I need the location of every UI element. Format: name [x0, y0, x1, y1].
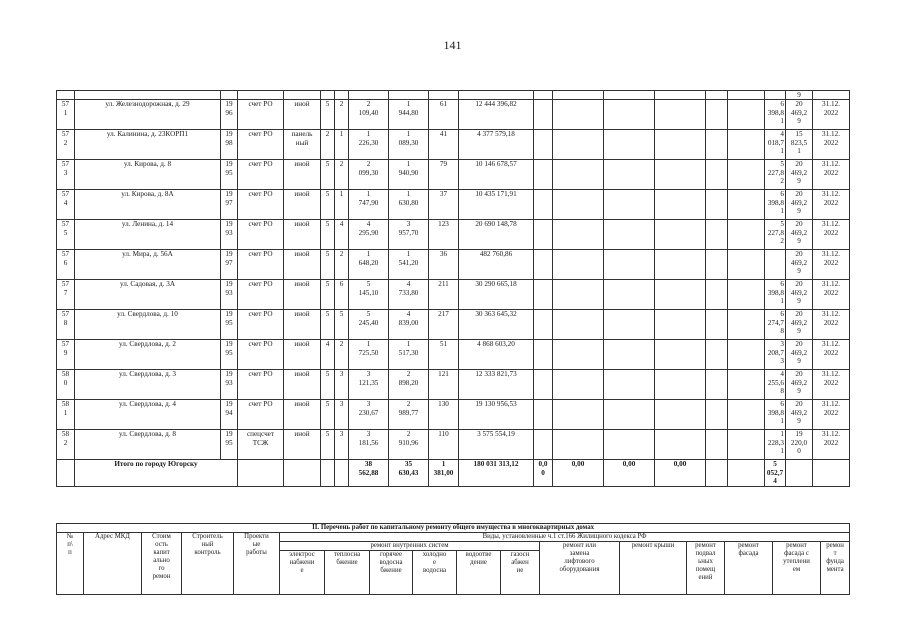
- cell-facade: 5 227,82: [765, 160, 786, 190]
- cell-date: 31.12. 2022: [813, 370, 850, 400]
- section2-title: II. Перечень работ по капитальному ремонту общего имущества в многоквартирных домах: [57, 524, 850, 533]
- cell-spec-cost: 20 469,2 9: [786, 280, 813, 310]
- cell-empty: [534, 190, 553, 220]
- cell-area-living: 1 089,30: [389, 130, 429, 160]
- types-header: Виды, установленные ч.1 ст.166 Жилищного кодекса РФ: [280, 533, 850, 542]
- cell-year: 19 94: [221, 400, 238, 430]
- cell-residents: 41: [429, 130, 459, 160]
- cell-empty: [238, 460, 284, 486]
- cell-empty: [534, 160, 553, 190]
- cell-date: 31.12. 2022: [813, 310, 850, 340]
- cell-empty: [553, 310, 604, 340]
- cell-spec-cost: 20 469,2 9: [786, 100, 813, 130]
- cell-entrances: 5: [335, 310, 349, 340]
- cell-area-total: 5 245,40: [349, 310, 389, 340]
- cell-residents: 61: [429, 100, 459, 130]
- cell-facade: 4 255,68: [765, 370, 786, 400]
- table-row: [57, 280, 850, 310]
- cell-empty: [335, 460, 349, 486]
- cell-fund: счет РО: [238, 340, 284, 370]
- cell-empty: [728, 100, 765, 130]
- total-v4: 0,00: [655, 460, 706, 486]
- continuation-cell: 9: [786, 91, 813, 100]
- cell-facade: [765, 250, 786, 280]
- cell-empty: [534, 280, 553, 310]
- cell-area-total: 3 181,56: [349, 430, 389, 460]
- cell-cost: 3 575 554,19: [459, 430, 534, 460]
- cell-material: иной: [284, 310, 321, 340]
- cell-num: 58 0: [57, 370, 75, 400]
- cell-empty: [57, 460, 75, 486]
- cell-empty: [728, 250, 765, 280]
- cell-area-total: 1 725,50: [349, 340, 389, 370]
- cell-empty: [706, 370, 728, 400]
- cell-empty: [706, 220, 728, 250]
- page-number: 141: [443, 38, 462, 52]
- cell-empty: [604, 370, 655, 400]
- cell-facade: 3 208,73: [765, 340, 786, 370]
- cell-date: 31.12. 2022: [813, 160, 850, 190]
- cell-spec-cost: 20 469,2 9: [786, 340, 813, 370]
- cell-facade: 6 398,81: [765, 400, 786, 430]
- table-row: [57, 370, 850, 400]
- cell-empty: [655, 100, 706, 130]
- cell-empty: [604, 310, 655, 340]
- cell-empty: [813, 460, 850, 486]
- col-electric: электрос набжени е: [280, 551, 325, 595]
- cell-empty: [604, 400, 655, 430]
- cell-material: иной: [284, 160, 321, 190]
- cell-empty: [706, 340, 728, 370]
- cell-material: иной: [284, 370, 321, 400]
- cell-year: 19 95: [221, 430, 238, 460]
- total-area-total: 38 562,88: [349, 460, 389, 486]
- cell-address: ул. Железнодорожная, д. 29: [75, 100, 221, 130]
- cell-area-total: 2 099,30: [349, 160, 389, 190]
- cell-empty: [553, 160, 604, 190]
- cell-num: 57 3: [57, 160, 75, 190]
- cell-area-living: 3 957,70: [389, 220, 429, 250]
- cell-facade: 6 398,81: [765, 100, 786, 130]
- cell-year: 19 97: [221, 190, 238, 220]
- cell-empty: [604, 430, 655, 460]
- cell-area-living: 1 630,80: [389, 190, 429, 220]
- cell-cost: 30 290 665,18: [459, 280, 534, 310]
- cell-empty: [655, 310, 706, 340]
- cell-address: ул. Кирова, д. 8: [75, 160, 221, 190]
- total-cost: 180 031 313,12: [459, 460, 534, 486]
- cell-empty: [284, 460, 321, 486]
- cell-year: 19 98: [221, 130, 238, 160]
- col-facade-insulation: ремонт фасада с утеплени ем: [773, 542, 821, 595]
- cell-cost: 10 146 678,57: [459, 160, 534, 190]
- cell-material: иной: [284, 100, 321, 130]
- cell-year: 19 96: [221, 100, 238, 130]
- cell-address: ул. Садовая, д. 3А: [75, 280, 221, 310]
- cell-empty: [728, 160, 765, 190]
- cell-address: ул. Свердлова, д. 8: [75, 430, 221, 460]
- cell-spec-cost: 19 220,0 0: [786, 430, 813, 460]
- cell-address: ул. Свердлова, д. 3: [75, 370, 221, 400]
- cell-empty: [655, 130, 706, 160]
- cell-entrances: 2: [335, 250, 349, 280]
- cell-cost: 12 444 396,82: [459, 100, 534, 130]
- cell-address: ул. Калинина, д. 23КОРП1: [75, 130, 221, 160]
- cell-material: иной: [284, 250, 321, 280]
- cell-material: иной: [284, 340, 321, 370]
- cell-date: 31.12. 2022: [813, 340, 850, 370]
- table-row: [57, 400, 850, 430]
- cell-num: 58 2: [57, 430, 75, 460]
- cell-fund: счет РО: [238, 400, 284, 430]
- cell-empty: [706, 250, 728, 280]
- cell-floors: 5: [321, 310, 335, 340]
- cell-entrances: 3: [335, 370, 349, 400]
- cell-area-total: 1 226,30: [349, 130, 389, 160]
- cell-facade: 5 227,82: [765, 220, 786, 250]
- cell-entrances: 1: [335, 130, 349, 160]
- cell-address: ул. Свердлова, д. 10: [75, 310, 221, 340]
- cell-date: 31.12. 2022: [813, 190, 850, 220]
- cell-empty: [553, 370, 604, 400]
- table-row: [57, 100, 850, 130]
- cell-floors: 5: [321, 400, 335, 430]
- table-row: [57, 160, 850, 190]
- cell-empty: [604, 130, 655, 160]
- table-row: [57, 130, 850, 160]
- cell-area-living: 1 517,30: [389, 340, 429, 370]
- cell-spec-cost: 20 469,2 9: [786, 220, 813, 250]
- cell-area-living: 2 910,96: [389, 430, 429, 460]
- col-lift: ремонт или замена лифтового оборудования: [540, 542, 620, 595]
- cell-empty: [553, 130, 604, 160]
- cell-empty: [604, 190, 655, 220]
- cell-year: 19 95: [221, 340, 238, 370]
- cell-residents: 79: [429, 160, 459, 190]
- cell-entrances: 6: [335, 280, 349, 310]
- cell-area-living: 2 898,20: [389, 370, 429, 400]
- cell-floors: 2: [321, 130, 335, 160]
- cell-area-total: 2 109,40: [349, 100, 389, 130]
- cell-area-total: 1 747,90: [349, 190, 389, 220]
- cell-spec-cost: 20 469,2 9: [786, 190, 813, 220]
- cell-year: 19 93: [221, 220, 238, 250]
- cell-cost: 4 868 603,20: [459, 340, 534, 370]
- cell-empty: [534, 370, 553, 400]
- cell-empty: [728, 340, 765, 370]
- col-address: Адрес МКД: [84, 533, 142, 595]
- cell-fund: счет РО: [238, 220, 284, 250]
- cell-residents: 130: [429, 400, 459, 430]
- cell-facade: 6 274,78: [765, 310, 786, 340]
- cell-empty: [534, 340, 553, 370]
- col-roof: ремонт крыши: [620, 542, 687, 595]
- cell-date: 31.12. 2022: [813, 430, 850, 460]
- cell-facade: 6 398,81: [765, 280, 786, 310]
- cell-date: 31.12. 2022: [813, 130, 850, 160]
- cell-entrances: 3: [335, 400, 349, 430]
- cell-num: 57 5: [57, 220, 75, 250]
- cell-fund: счет РО: [238, 280, 284, 310]
- cell-cost: 10 435 171,91: [459, 190, 534, 220]
- cell-fund: счет РО: [238, 160, 284, 190]
- cell-address: ул. Свердлова, д. 4: [75, 400, 221, 430]
- cell-material: иной: [284, 190, 321, 220]
- cell-cost: 4 377 579,18: [459, 130, 534, 160]
- cell-empty: [728, 310, 765, 340]
- cell-empty: [728, 430, 765, 460]
- cell-facade: 6 398,81: [765, 190, 786, 220]
- cell-address: ул. Кирова, д. 8А: [75, 190, 221, 220]
- cell-empty: [553, 340, 604, 370]
- cell-entrances: 2: [335, 340, 349, 370]
- cell-empty: [534, 430, 553, 460]
- cell-spec-cost: 20 469,2 9: [786, 400, 813, 430]
- cell-empty: [604, 220, 655, 250]
- cell-spec-cost: 15 823,5 1: [786, 130, 813, 160]
- col-coldwater: холодно е водосна: [413, 551, 457, 595]
- table-row: [57, 250, 850, 280]
- cell-empty: [728, 400, 765, 430]
- col-design: Проекти ые работы: [234, 533, 280, 595]
- cell-residents: 121: [429, 370, 459, 400]
- col-drainage: водоотве дение: [457, 551, 501, 595]
- cell-empty: [655, 220, 706, 250]
- cell-empty: [553, 100, 604, 130]
- cell-address: ул. Свердлова, д. 2: [75, 340, 221, 370]
- cell-num: 57 8: [57, 310, 75, 340]
- cell-empty: [655, 250, 706, 280]
- cell-residents: 51: [429, 340, 459, 370]
- cell-empty: [706, 280, 728, 310]
- cell-area-total: 5 145,10: [349, 280, 389, 310]
- cell-year: 19 93: [221, 370, 238, 400]
- cell-fund: спецсчет ТСЖ: [238, 430, 284, 460]
- cell-num: 57 6: [57, 250, 75, 280]
- total-residents: 1 381,00: [429, 460, 459, 486]
- cell-cost: 30 363 645,32: [459, 310, 534, 340]
- cell-empty: [706, 460, 728, 486]
- cell-area-living: 1 940,90: [389, 160, 429, 190]
- cell-fund: счет РО: [238, 130, 284, 160]
- cell-empty: [786, 460, 813, 486]
- total-facade: 5 052,74: [765, 460, 786, 486]
- cell-residents: 123: [429, 220, 459, 250]
- cell-residents: 110: [429, 430, 459, 460]
- cell-empty: [728, 190, 765, 220]
- cell-empty: [706, 310, 728, 340]
- cell-floors: 5: [321, 220, 335, 250]
- cell-facade: 1 228,31: [765, 430, 786, 460]
- cell-year: 19 95: [221, 310, 238, 340]
- cell-material: иной: [284, 430, 321, 460]
- cell-num: 57 2: [57, 130, 75, 160]
- cell-area-living: 1 541,20: [389, 250, 429, 280]
- cell-empty: [728, 370, 765, 400]
- cell-empty: [655, 190, 706, 220]
- cell-material: иной: [284, 400, 321, 430]
- cell-fund: счет РО: [238, 190, 284, 220]
- cell-cost: 482 760,86: [459, 250, 534, 280]
- cell-area-total: 1 648,20: [349, 250, 389, 280]
- total-v3: 0,00: [604, 460, 655, 486]
- cell-year: 19 95: [221, 160, 238, 190]
- cell-area-total: 3 230,67: [349, 400, 389, 430]
- cell-entrances: 3: [335, 430, 349, 460]
- cell-empty: [604, 100, 655, 130]
- cell-entrances: 2: [335, 160, 349, 190]
- cell-empty: [534, 100, 553, 130]
- cell-cost: 20 690 148,78: [459, 220, 534, 250]
- section2-header-table: [56, 523, 850, 595]
- cell-empty: [728, 460, 765, 486]
- cell-year: 19 97: [221, 250, 238, 280]
- cell-empty: [534, 310, 553, 340]
- cell-empty: [706, 160, 728, 190]
- cell-empty: [604, 160, 655, 190]
- cell-floors: 5: [321, 280, 335, 310]
- cell-residents: 37: [429, 190, 459, 220]
- cell-entrances: 2: [335, 100, 349, 130]
- cell-empty: [534, 250, 553, 280]
- cell-num: 57 7: [57, 280, 75, 310]
- cell-empty: [553, 190, 604, 220]
- cell-empty: [553, 250, 604, 280]
- cell-spec-cost: 20 469,2 9: [786, 310, 813, 340]
- cell-facade: 4 018,71: [765, 130, 786, 160]
- cell-entrances: 1: [335, 190, 349, 220]
- cell-empty: [655, 400, 706, 430]
- cell-fund: счет РО: [238, 370, 284, 400]
- total-row: [57, 460, 850, 486]
- cell-residents: 217: [429, 310, 459, 340]
- cell-empty: [706, 190, 728, 220]
- total-area-living: 35 630,43: [389, 460, 429, 486]
- table-row: [57, 430, 850, 460]
- cell-empty: [728, 130, 765, 160]
- cell-date: 31.12. 2022: [813, 100, 850, 130]
- buildings-table: [56, 90, 850, 487]
- cell-floors: 5: [321, 370, 335, 400]
- table-row: [57, 190, 850, 220]
- cell-empty: [706, 100, 728, 130]
- col-facade: ремонт фасада: [725, 542, 773, 595]
- table-row: [57, 340, 850, 370]
- cell-date: 31.12. 2022: [813, 250, 850, 280]
- cell-material: иной: [284, 280, 321, 310]
- cell-area-living: 4 733,80: [389, 280, 429, 310]
- cell-empty: [706, 130, 728, 160]
- cell-material: панель ный: [284, 130, 321, 160]
- cell-empty: [655, 280, 706, 310]
- cell-cost: 19 130 956,53: [459, 400, 534, 430]
- cell-floors: 5: [321, 100, 335, 130]
- cell-fund: счет РО: [238, 310, 284, 340]
- cell-date: 31.12. 2022: [813, 400, 850, 430]
- cell-empty: [604, 280, 655, 310]
- cell-floors: 5: [321, 250, 335, 280]
- cell-date: 31.12. 2022: [813, 280, 850, 310]
- cell-date: 31.12. 2022: [813, 220, 850, 250]
- cell-area-living: 2 989,77: [389, 400, 429, 430]
- cell-year: 19 93: [221, 280, 238, 310]
- cell-material: иной: [284, 220, 321, 250]
- table-row: [57, 310, 850, 340]
- cell-empty: [706, 400, 728, 430]
- col-gas: газосн абжен ие: [501, 551, 540, 595]
- col-cost: Стоим ость капит ально го ремон: [142, 533, 182, 595]
- cell-empty: [553, 220, 604, 250]
- cell-residents: 211: [429, 280, 459, 310]
- cell-floors: 5: [321, 430, 335, 460]
- cell-fund: счет РО: [238, 250, 284, 280]
- total-v1: 0,0 0: [534, 460, 553, 486]
- cell-empty: [553, 280, 604, 310]
- cell-empty: [534, 400, 553, 430]
- cell-num: 57 9: [57, 340, 75, 370]
- cell-fund: счет РО: [238, 100, 284, 130]
- cell-num: 58 1: [57, 400, 75, 430]
- cell-empty: [655, 370, 706, 400]
- cell-address: ул. Мира, д. 56А: [75, 250, 221, 280]
- cell-spec-cost: 20 469,2 9: [786, 370, 813, 400]
- col-hotwater: горячее водосна бжение: [370, 551, 413, 595]
- total-label: Итого по городу Югорску: [75, 460, 238, 486]
- col-basement: ремонт подвал ьных помещ ений: [687, 542, 725, 595]
- cell-floors: 5: [321, 190, 335, 220]
- total-v2: 0,00: [553, 460, 604, 486]
- cell-address: ул. Ленина, д. 14: [75, 220, 221, 250]
- cell-empty: [534, 130, 553, 160]
- cell-empty: [728, 280, 765, 310]
- col-foundation: ремон т фунда мента: [821, 542, 850, 595]
- cell-area-living: 1 944,80: [389, 100, 429, 130]
- cell-floors: 4: [321, 340, 335, 370]
- continuation-row: [57, 91, 850, 100]
- cell-empty: [604, 250, 655, 280]
- col-engineering: ремонт внутренних систем: [280, 542, 540, 551]
- cell-floors: 5: [321, 160, 335, 190]
- cell-empty: [604, 340, 655, 370]
- cell-cost: 12 333 821,73: [459, 370, 534, 400]
- cell-area-total: 3 121,35: [349, 370, 389, 400]
- cell-empty: [553, 400, 604, 430]
- cell-empty: [728, 220, 765, 250]
- cell-num: 57 1: [57, 100, 75, 130]
- cell-empty: [655, 160, 706, 190]
- cell-area-total: 4 295,90: [349, 220, 389, 250]
- cell-spec-cost: 20 469,2 9: [786, 160, 813, 190]
- table-row: [57, 220, 850, 250]
- cell-residents: 36: [429, 250, 459, 280]
- cell-empty: [534, 220, 553, 250]
- cell-empty: [321, 460, 335, 486]
- col-control: Строитель ный контроль: [182, 533, 234, 595]
- cell-empty: [706, 430, 728, 460]
- cell-empty: [553, 430, 604, 460]
- col-heat: теплосна бжение: [325, 551, 370, 595]
- cell-num: 57 4: [57, 190, 75, 220]
- cell-spec-cost: 20 469,2 9: [786, 250, 813, 280]
- cell-area-living: 4 839,00: [389, 310, 429, 340]
- cell-empty: [655, 340, 706, 370]
- cell-empty: [655, 430, 706, 460]
- col-num: № п\ п: [57, 533, 84, 595]
- cell-entrances: 4: [335, 220, 349, 250]
